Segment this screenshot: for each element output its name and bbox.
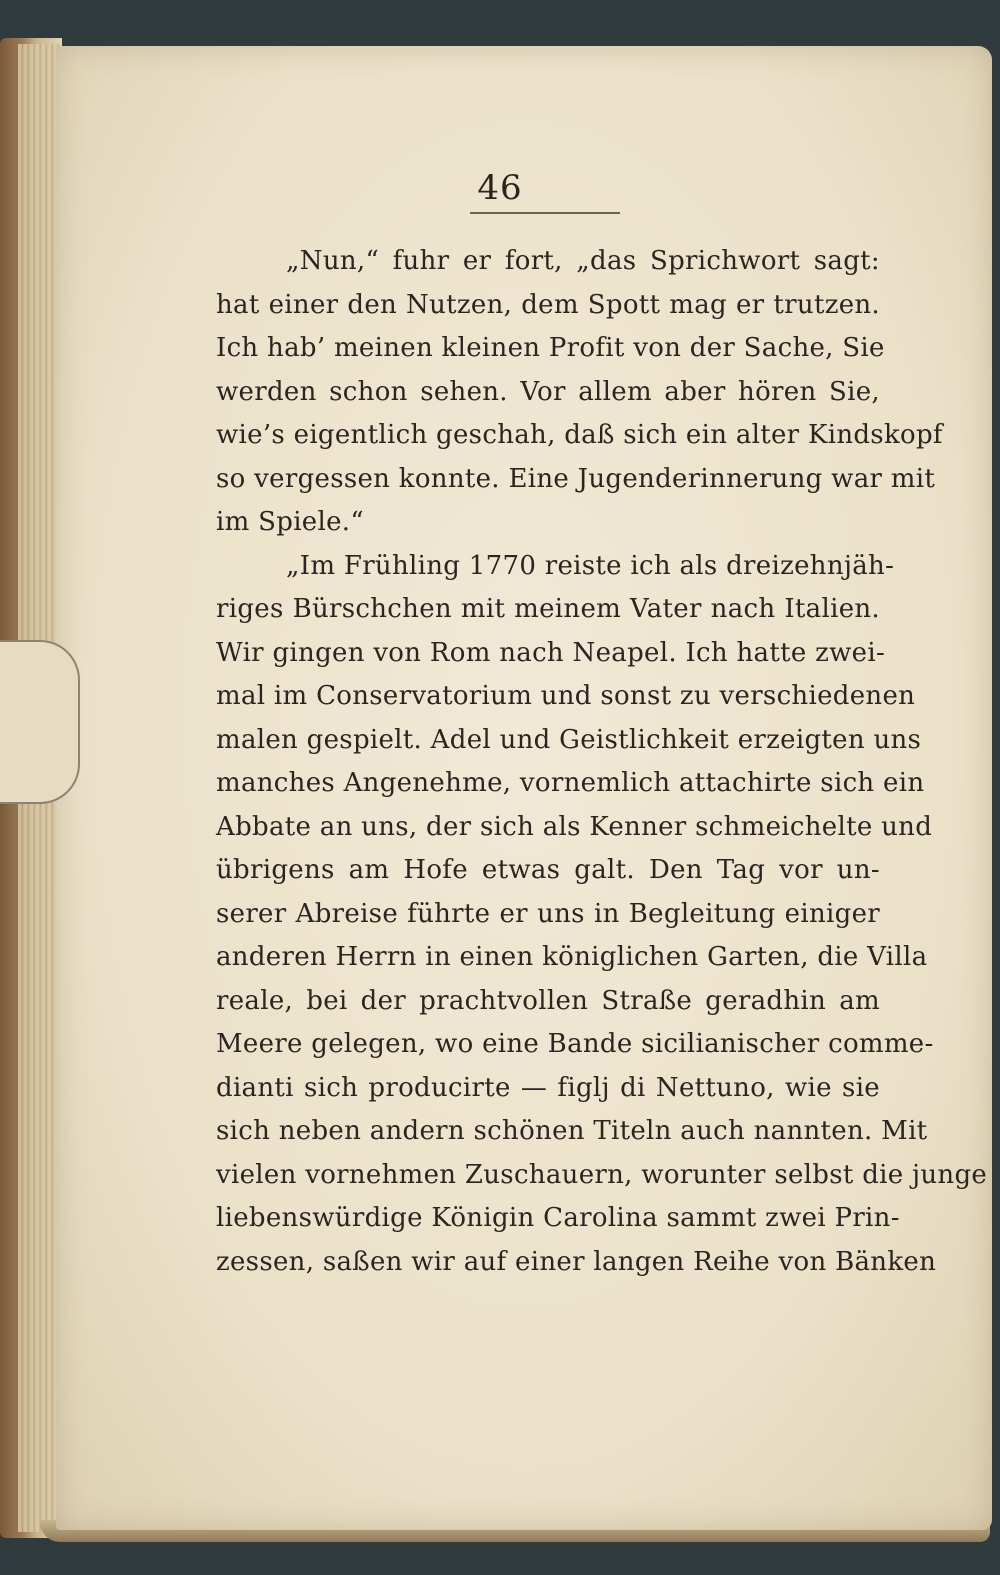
text-line: so vergessen konnte. Eine Jugenderinnerung war mit [216,463,936,494]
text-line: zessen, saßen wir auf einer langen Reihe von Bänken [216,1246,937,1277]
text-line: manches Angenehme, vornemlich attachirte sich ein [216,768,925,798]
text-line: reale, bei der prachtvollen Straße geradhin am [216,985,880,1016]
text-line: „Nun,“ fuhr er fort, „das Sprichwort sagt: [286,246,880,276]
text-line: hat einer den Nutzen, dem Spott mag er trutzen. [216,289,880,320]
text-line: übrigens am Hofe etwas galt. Den Tag vor un- [216,855,880,885]
text-line: serer Abreise führte er uns in Begleitung einiger [216,898,880,929]
header-rule [470,212,620,214]
text-line: Ich hab’ meinen kleinen Profit von der Sache, Sie [216,333,885,363]
text-line: Abbate an uns, der sich als Kenner schmeichelte und [216,811,933,842]
page-number: 46 [477,168,523,208]
text-line: sich neben andern schönen Titeln auch nannten. Mit [216,1116,928,1146]
text-line: riges Bürschchen mit meinem Vater nach Italien. [216,594,880,624]
text-line: dianti sich producirte — figlj di Nettuno, wie sie [216,1072,880,1103]
page-tab-marker [0,640,80,804]
text-line: malen gespielt. Adel und Geistlichkeit erzeigten uns [216,724,922,755]
text-line: anderen Herrn in einen königlichen Garten, die Villa [216,942,928,972]
text-line: werden schon sehen. Vor allem aber hören Sie, [216,376,880,407]
text-line: im Spiele.“ [216,507,364,537]
text-line: „Im Frühling 1770 reiste ich als dreizehnjäh- [286,550,895,581]
body-text [216,240,988,1284]
text-line: vielen vornehmen Zuschauern, worunter selbst die junge [216,1159,988,1190]
text-line: wie’s eigentlich geschah, daß sich ein alter Kindskopf [216,420,943,450]
text-line: mal im Conservatorium und sonst zu verschiedenen [216,681,916,711]
text-line: liebenswürdige Königin Carolina sammt zwei Prin- [216,1203,900,1233]
text-line: Meere gelegen, wo eine Bande sicilianischer comme- [216,1029,934,1059]
text-line: Wir gingen von Rom nach Neapel. Ich hatte zwei- [216,637,886,668]
